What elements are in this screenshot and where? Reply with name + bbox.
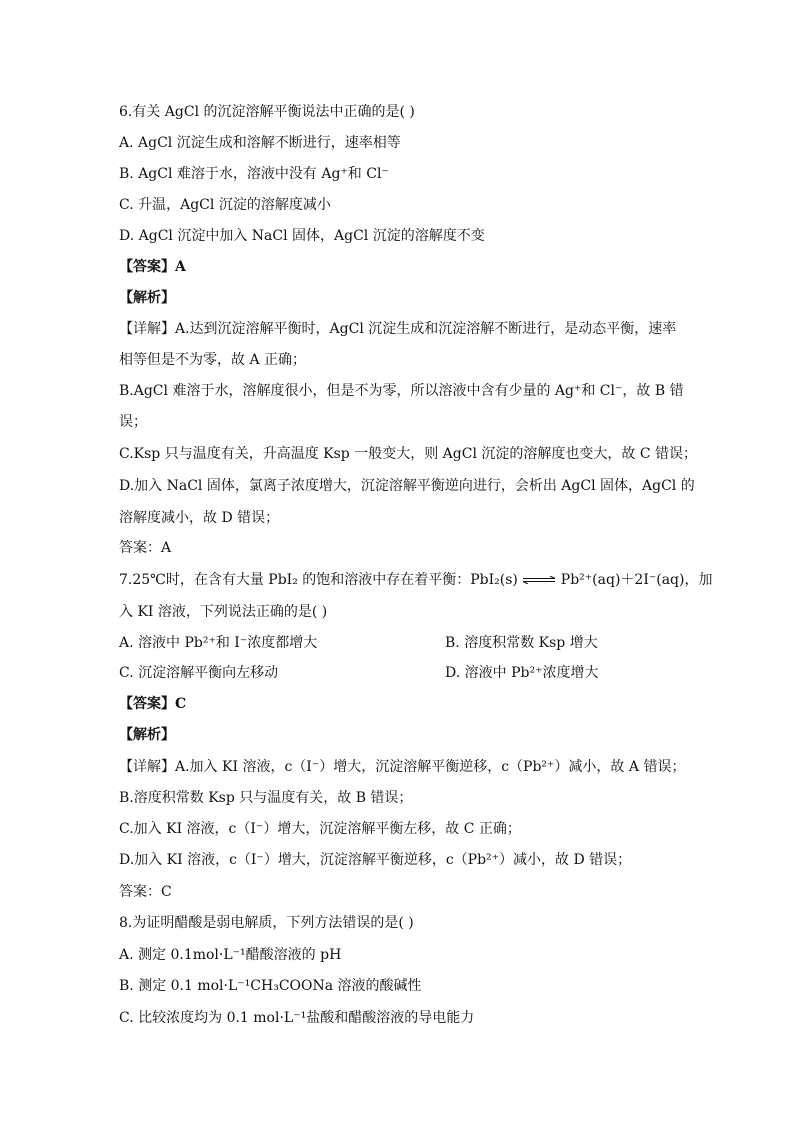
q7-final-answer: 答案：C <box>119 884 172 900</box>
q7-stem-suffix: Pb²⁺(aq)＋2I⁻(aq)，加 <box>560 572 713 588</box>
q7-option-a: A. 溶液中 Pb²⁺和 I⁻浓度都增大 <box>119 635 318 651</box>
q6-detail-line: D.加入 NaCl 固体，氯离子浓度增大，沉淀溶解平衡逆向进行，会析出 AgCl 固体，AgCl 的 <box>119 478 695 494</box>
q7-stem-prefix: 7.25℃时，在含有大量 PbI₂ 的饱和溶液中存在着平衡：PbI₂(s) <box>119 572 518 588</box>
q8-option-b: B. 测定 0.1 mol·L⁻¹CH₃COONa 溶液的酸碱性 <box>119 978 422 994</box>
q7-detail-line: D.加入 KI 溶液，c（I⁻）增大，沉淀溶解平衡逆移，c（Pb²⁺）减小，故 D 错误； <box>119 852 632 868</box>
q6-option-a: A. AgCl 沉淀生成和溶解不断进行，速率相等 <box>119 135 401 151</box>
q6-analysis-heading: 【解析】 <box>119 290 175 306</box>
q6-option-c: C. 升温，AgCl 沉淀的溶解度减小 <box>119 197 331 213</box>
q7-option-c: C. 沉淀溶解平衡向左移动 <box>119 665 279 681</box>
q6-detail-line: 误； <box>119 414 147 430</box>
equilibrium-arrow-icon <box>522 576 556 584</box>
q6-stem: 6.有关 AgCl 的沉淀溶解平衡说法中正确的是( ) <box>119 104 415 120</box>
q6-detail-line: 溶解度减小，故 D 错误； <box>119 510 280 526</box>
q6-detail-line: 【详解】A.达到沉淀溶解平衡时，AgCl 沉淀生成和沉淀溶解不断进行，是动态平衡，速率 <box>119 321 677 337</box>
q8-stem: 8.为证明醋酸是弱电解质，下列方法错误的是( ) <box>119 915 414 931</box>
q7-detail-line: C.加入 KI 溶液，c（I⁻）增大，沉淀溶解平衡左移，故 C 正确； <box>119 821 521 837</box>
q7-analysis-heading: 【解析】 <box>119 727 175 743</box>
q6-option-b: B. AgCl 难溶于水，溶液中没有 Ag⁺和 Cl⁻ <box>119 166 389 182</box>
q6-option-d: D. AgCl 沉淀中加入 NaCl 固体，AgCl 沉淀的溶解度不变 <box>119 228 485 244</box>
q6-final-answer: 答案：A <box>119 540 172 556</box>
q7-detail-line: 【详解】A.加入 KI 溶液，c（I⁻）增大，沉淀溶解平衡逆移，c（Pb²⁺）减小，故 A 错误； <box>119 759 686 775</box>
q6-answer: 【答案】A <box>119 259 186 275</box>
q6-detail-line: B.AgCl 难溶于水，溶解度很小，但是不为零，所以溶液中含有少量的 Ag⁺和 Cl⁻，故 B 错 <box>119 383 684 399</box>
q7-detail-line: B.溶度积常数 Ksp 只与温度有关，故 B 错误； <box>119 790 413 806</box>
q8-option-c: C. 比较浓度均为 0.1 mol·L⁻¹盐酸和醋酸溶液的导电能力 <box>119 1010 475 1026</box>
q7-option-d: D. 溶液中 Pb²⁺浓度增大 <box>445 665 599 681</box>
q7-option-b: B. 溶度积常数 Ksp 增大 <box>445 635 598 651</box>
q6-detail-line: C.Ksp 只与温度有关，升高温度 Ksp 一般变大，则 AgCl 沉淀的溶解度也变大，故 C 错误； <box>119 446 697 462</box>
q7-stem <box>119 570 713 590</box>
q8-option-a: A. 测定 0.1mol·L⁻¹醋酸溶液的 pH <box>119 947 342 963</box>
q6-detail-line: 相等但是不为零，故 A 正确； <box>119 352 307 368</box>
q7-stem-line2: 入 KI 溶液，下列说法正确的是( ) <box>119 604 328 620</box>
q7-answer: 【答案】C <box>119 696 187 712</box>
